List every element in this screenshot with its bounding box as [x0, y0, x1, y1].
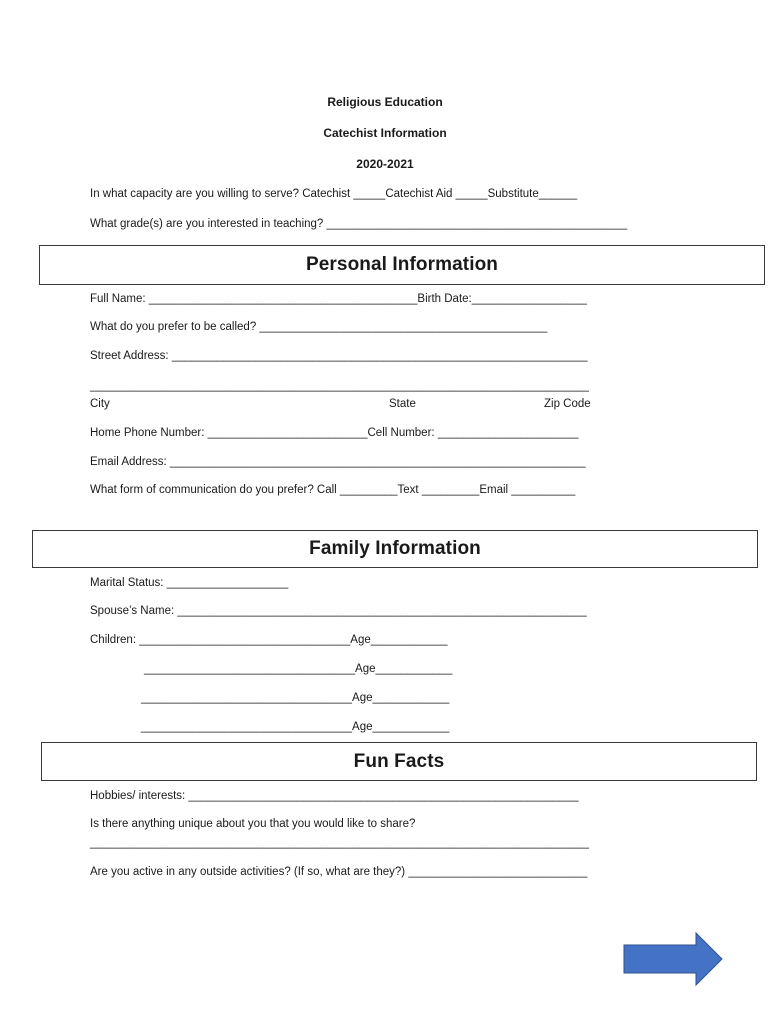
city-label: City [90, 398, 110, 410]
preferred-name-field: What do you prefer to be called? _____________________________________________ [90, 321, 548, 333]
right-arrow-icon[interactable] [623, 932, 723, 986]
communication-preference-field: What form of communication do you prefer? Call _________Text _________Email __________ [90, 484, 576, 496]
phone-field: Home Phone Number: _________________________Cell Number: ______________________ [90, 427, 579, 439]
grade-question: What grade(s) are you interested in teaching? _______________________________________________ [90, 218, 628, 230]
outside-activities-field: Are you active in any outside activities? (If so, what are they?) ____________________________ [90, 866, 588, 878]
form-subtitle: Catechist Information [323, 126, 447, 140]
spouse-name-field: Spouse’s Name: ________________________________________________________________ [90, 605, 587, 617]
family-information-title: Family Information [309, 538, 481, 559]
children-field: Children: _________________________________Age____________ [90, 634, 448, 646]
child-row: _________________________________Age____________ [144, 663, 453, 675]
child-row: _________________________________Age____________ [141, 692, 450, 704]
fun-facts-title: Fun Facts [353, 750, 445, 772]
full-name-field: Full Name: __________________________________________Birth Date:__________________ [90, 293, 587, 305]
address-line-2: ______________________________________________________________________________ [90, 380, 589, 392]
family-information-header [32, 530, 758, 568]
form-title: Religious Education [327, 95, 443, 109]
zip-code-label: Zip Code [544, 398, 591, 410]
personal-information-header [39, 245, 765, 285]
form-year: 2020-2021 [356, 157, 414, 171]
email-field: Email Address: _________________________________________________________________ [90, 456, 586, 468]
state-label: State [389, 398, 416, 410]
fun-facts-header [41, 742, 757, 781]
unique-answer-line: ______________________________________________________________________________ [90, 837, 589, 849]
unique-question: Is there anything unique about you that you would like to share? [90, 818, 416, 830]
hobbies-field: Hobbies/ interests: _____________________________________________________________ [90, 790, 579, 802]
child-row: _________________________________Age____________ [141, 721, 450, 733]
street-address-field: Street Address: _________________________________________________________________ [90, 350, 588, 362]
right-arrow-shape [624, 933, 722, 985]
marital-status-field: Marital Status: ___________________ [90, 577, 289, 589]
personal-information-title: Personal Information [305, 254, 499, 275]
capacity-question: In what capacity are you willing to serve? Catechist _____Catechist Aid _____Substitute______ [90, 188, 578, 200]
